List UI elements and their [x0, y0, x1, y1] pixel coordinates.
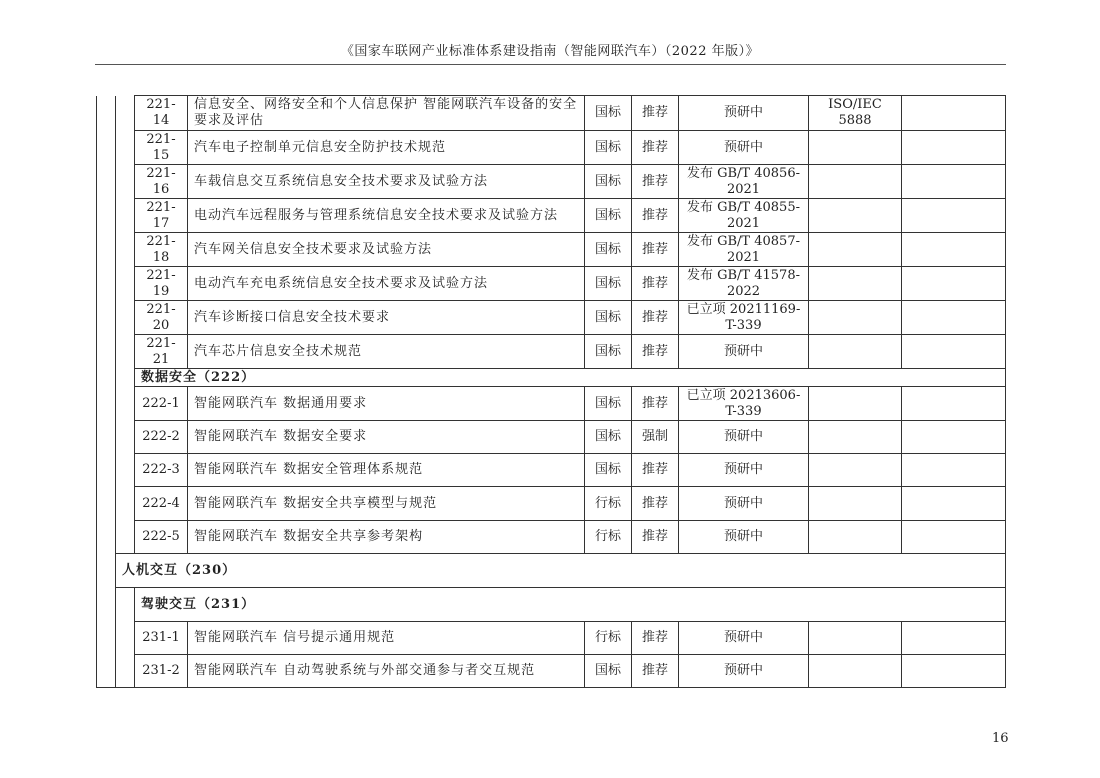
level1-spacer-cell [97, 369, 116, 387]
standard-name: 智能网联汽车 自动驾驶系统与外部交通参与者交互规范 [188, 655, 585, 688]
remarks-cell [902, 199, 1006, 233]
remarks-cell [902, 335, 1006, 369]
standard-type: 国标 [585, 335, 632, 369]
level1-spacer-cell [97, 335, 116, 369]
standard-code: 222-3 [135, 454, 188, 487]
standard-level: 推荐 [632, 199, 679, 233]
remarks-cell [902, 387, 1006, 421]
standard-type: 国标 [585, 387, 632, 421]
standard-level: 推荐 [632, 233, 679, 267]
level2-spacer-cell [116, 369, 135, 387]
standard-name: 汽车电子控制单元信息安全防护技术规范 [188, 131, 585, 165]
table-row [97, 487, 1006, 521]
international-ref [809, 622, 902, 655]
standard-name: 信息安全、网络安全和个人信息保护 智能网联汽车设备的安全要求及评估 [188, 96, 585, 131]
level2-spacer-cell [116, 165, 135, 199]
table-row [97, 267, 1006, 301]
standard-status: 已立项 20213606-T-339 [679, 387, 809, 421]
level1-spacer-cell [97, 199, 116, 233]
level2-spacer-cell [116, 199, 135, 233]
standard-level: 推荐 [632, 521, 679, 554]
standard-type: 国标 [585, 233, 632, 267]
level1-spacer-cell [97, 588, 116, 622]
remarks-cell [902, 131, 1006, 165]
standard-level: 推荐 [632, 454, 679, 487]
level2-spacer-cell [116, 588, 135, 622]
standard-status: 发布 GB/T 40855-2021 [679, 199, 809, 233]
level2-spacer-cell [116, 131, 135, 165]
section-heading-data-security: 数据安全（222） [135, 369, 1006, 387]
level1-spacer-cell [97, 301, 116, 335]
table-row [97, 655, 1006, 688]
level1-spacer-cell [97, 622, 116, 655]
standard-name: 汽车芯片信息安全技术规范 [188, 335, 585, 369]
international-ref [809, 301, 902, 335]
international-ref: ISO/IEC 5888 [809, 96, 902, 131]
international-ref [809, 387, 902, 421]
remarks-cell [902, 233, 1006, 267]
standard-level: 推荐 [632, 387, 679, 421]
standards-table [96, 95, 1006, 688]
standard-level: 推荐 [632, 655, 679, 688]
level1-spacer-cell [97, 233, 116, 267]
level2-spacer-cell [116, 335, 135, 369]
section-row [97, 588, 1006, 622]
section-row [97, 369, 1006, 387]
standard-code: 221-18 [135, 233, 188, 267]
table-row [97, 521, 1006, 554]
level2-spacer-cell [116, 521, 135, 554]
level1-spacer-cell [97, 165, 116, 199]
standard-status: 预研中 [679, 131, 809, 165]
standard-name: 智能网联汽车 数据通用要求 [188, 387, 585, 421]
standard-level: 推荐 [632, 165, 679, 199]
standard-status: 预研中 [679, 421, 809, 454]
international-ref [809, 487, 902, 521]
table-row [97, 622, 1006, 655]
standard-code: 231-1 [135, 622, 188, 655]
level1-spacer-cell [97, 454, 116, 487]
standard-status: 预研中 [679, 655, 809, 688]
international-ref [809, 655, 902, 688]
standard-name: 智能网联汽车 数据安全管理体系规范 [188, 454, 585, 487]
international-ref [809, 335, 902, 369]
level2-spacer-cell [116, 387, 135, 421]
level1-spacer-cell [97, 655, 116, 688]
standard-name: 智能网联汽车 数据安全共享参考架构 [188, 521, 585, 554]
standard-type: 国标 [585, 655, 632, 688]
standard-code: 221-17 [135, 199, 188, 233]
standard-level: 推荐 [632, 267, 679, 301]
level2-spacer-cell [116, 622, 135, 655]
level1-spacer-cell [97, 554, 116, 588]
standard-type: 行标 [585, 521, 632, 554]
standard-status: 预研中 [679, 454, 809, 487]
standard-type: 行标 [585, 487, 632, 521]
standard-type: 国标 [585, 165, 632, 199]
page-header-title: 《国家车联网产业标准体系建设指南（智能网联汽车）（2022 年版）》 [340, 44, 760, 59]
standard-type: 国标 [585, 301, 632, 335]
section-heading-hmi: 人机交互（230） [116, 554, 1006, 588]
standard-type: 国标 [585, 199, 632, 233]
table-row [97, 199, 1006, 233]
level1-spacer-cell [97, 131, 116, 165]
level2-spacer-cell [116, 454, 135, 487]
international-ref [809, 199, 902, 233]
level2-spacer-cell [116, 301, 135, 335]
standard-status: 预研中 [679, 622, 809, 655]
standard-status: 已立项 20211169-T-339 [679, 301, 809, 335]
standard-code: 222-4 [135, 487, 188, 521]
standard-name: 汽车诊断接口信息安全技术要求 [188, 301, 585, 335]
table-row [97, 233, 1006, 267]
standard-code: 221-16 [135, 165, 188, 199]
remarks-cell [902, 454, 1006, 487]
table-row [97, 165, 1006, 199]
international-ref [809, 454, 902, 487]
international-ref [809, 165, 902, 199]
level1-spacer-cell [97, 521, 116, 554]
standard-level: 推荐 [632, 96, 679, 131]
standard-code: 222-2 [135, 421, 188, 454]
header-divider [95, 64, 1006, 65]
level1-spacer-cell [97, 487, 116, 521]
table-row [97, 335, 1006, 369]
standard-code: 222-1 [135, 387, 188, 421]
standard-status: 预研中 [679, 96, 809, 131]
level2-spacer-cell [116, 421, 135, 454]
table-row [97, 421, 1006, 454]
level2-spacer-cell [116, 233, 135, 267]
international-ref [809, 131, 902, 165]
standard-name: 汽车网关信息安全技术要求及试验方法 [188, 233, 585, 267]
standard-name: 智能网联汽车 数据安全要求 [188, 421, 585, 454]
standard-status: 预研中 [679, 335, 809, 369]
remarks-cell [902, 487, 1006, 521]
level1-spacer-cell [97, 267, 116, 301]
remarks-cell [902, 421, 1006, 454]
remarks-cell [902, 267, 1006, 301]
standard-status: 预研中 [679, 487, 809, 521]
standard-code: 221-15 [135, 131, 188, 165]
standard-code: 231-2 [135, 655, 188, 688]
level2-spacer-cell [116, 655, 135, 688]
standard-level: 推荐 [632, 487, 679, 521]
remarks-cell [902, 165, 1006, 199]
standard-level: 强制 [632, 421, 679, 454]
remarks-cell [902, 521, 1006, 554]
international-ref [809, 421, 902, 454]
standard-level: 推荐 [632, 131, 679, 165]
table-row [97, 387, 1006, 421]
standard-name: 车载信息交互系统信息安全技术要求及试验方法 [188, 165, 585, 199]
international-ref [809, 233, 902, 267]
standard-type: 国标 [585, 96, 632, 131]
standard-type: 国标 [585, 421, 632, 454]
section-row [97, 554, 1006, 588]
standard-type: 行标 [585, 622, 632, 655]
standard-level: 推荐 [632, 622, 679, 655]
level1-spacer-cell [97, 421, 116, 454]
level2-spacer-cell [116, 487, 135, 521]
standard-type: 国标 [585, 267, 632, 301]
level2-spacer-cell [116, 96, 135, 131]
level1-spacer-cell [97, 96, 116, 131]
page-number: 16 [992, 731, 1009, 746]
table-row [97, 301, 1006, 335]
standard-type: 国标 [585, 131, 632, 165]
level1-spacer-cell [97, 387, 116, 421]
standard-type: 国标 [585, 454, 632, 487]
standard-code: 221-21 [135, 335, 188, 369]
standard-code: 221-20 [135, 301, 188, 335]
standard-status: 预研中 [679, 521, 809, 554]
standard-name: 电动汽车充电系统信息安全技术要求及试验方法 [188, 267, 585, 301]
remarks-cell [902, 301, 1006, 335]
standard-name: 智能网联汽车 数据安全共享模型与规范 [188, 487, 585, 521]
international-ref [809, 521, 902, 554]
standard-name: 电动汽车远程服务与管理系统信息安全技术要求及试验方法 [188, 199, 585, 233]
international-ref [809, 267, 902, 301]
standard-name: 智能网联汽车 信号提示通用规范 [188, 622, 585, 655]
standard-status: 发布 GB/T 41578-2022 [679, 267, 809, 301]
standard-status: 发布 GB/T 40857-2021 [679, 233, 809, 267]
level2-spacer-cell [116, 267, 135, 301]
remarks-cell [902, 622, 1006, 655]
standard-level: 推荐 [632, 335, 679, 369]
remarks-cell [902, 655, 1006, 688]
section-heading-driving-interaction: 驾驶交互（231） [135, 588, 1006, 622]
table-row [97, 131, 1006, 165]
standard-code: 221-19 [135, 267, 188, 301]
remarks-cell [902, 96, 1006, 131]
standard-code: 222-5 [135, 521, 188, 554]
standard-level: 推荐 [632, 301, 679, 335]
standard-status: 发布 GB/T 40856-2021 [679, 165, 809, 199]
table-row [97, 454, 1006, 487]
standard-code: 221-14 [135, 96, 188, 131]
table-row [97, 96, 1006, 131]
